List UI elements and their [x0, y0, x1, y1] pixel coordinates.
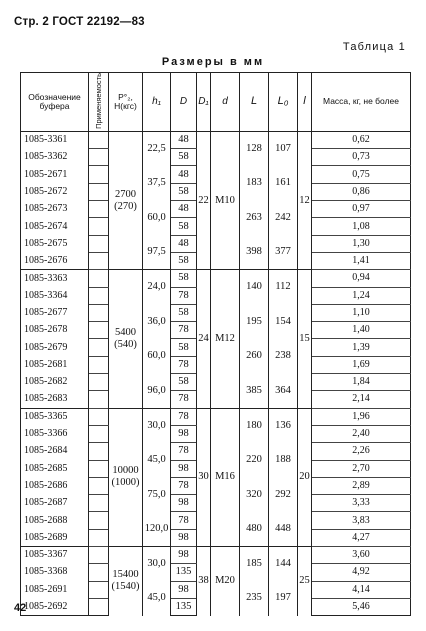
buffer-designation: 1085-2688 [21, 512, 89, 529]
mass-cell: 3,60 [312, 547, 411, 564]
L0-cell: 197 [269, 581, 298, 616]
L0-cell: 144 [269, 547, 298, 582]
mass-cell: 2,89 [312, 477, 411, 494]
D-cell: 98 [171, 581, 197, 598]
L-cell: 180 [240, 408, 269, 443]
mass-cell: 4,14 [312, 581, 411, 598]
table-row [21, 408, 411, 425]
D-cell: 58 [171, 339, 197, 356]
mass-cell: 1,39 [312, 339, 411, 356]
col-header-name: Обозначение буфера [21, 73, 89, 132]
mass-cell: 1,69 [312, 356, 411, 373]
L0-cell: 154 [269, 304, 298, 339]
D-cell: 78 [171, 287, 197, 304]
applicability-cell [89, 408, 109, 425]
buffer-dimensions-table [20, 72, 411, 616]
buffer-designation: 1085-2692 [21, 598, 89, 615]
L-cell: 320 [240, 477, 269, 512]
page-number: 42 [14, 602, 27, 614]
D-cell: 58 [171, 218, 197, 235]
col-header-mass: Масса, кг, не более [312, 73, 411, 132]
D-cell: 78 [171, 356, 197, 373]
h1-cell: 30,0 [143, 547, 171, 582]
mass-cell: 0,62 [312, 131, 411, 148]
D-cell: 98 [171, 460, 197, 477]
col-header-D: D [171, 73, 197, 132]
col-header-D1: D₁ [197, 73, 211, 132]
L0-cell: 188 [269, 443, 298, 478]
applicability-cell [89, 339, 109, 356]
buffer-designation: 1085-3365 [21, 408, 89, 425]
L0-cell: 112 [269, 270, 298, 305]
D-cell: 48 [171, 235, 197, 252]
applicability-cell [89, 460, 109, 477]
l-cell: 15 [298, 270, 312, 408]
mass-cell: 2,26 [312, 443, 411, 460]
l-cell: 12 [298, 131, 312, 269]
col-header-h1: h₁ [143, 73, 171, 132]
L-cell: 480 [240, 512, 269, 547]
mass-cell: 0,94 [312, 270, 411, 287]
D-cell: 58 [171, 304, 197, 321]
h1-cell: 45,0 [143, 581, 171, 616]
L0-cell: 242 [269, 201, 298, 236]
col-header-d: d [211, 73, 240, 132]
applicability-cell [89, 131, 109, 148]
applicability-cell [89, 235, 109, 252]
L-cell: 183 [240, 166, 269, 201]
applicability-cell [89, 547, 109, 564]
mass-cell: 1,30 [312, 235, 411, 252]
thread-cell: M20 [211, 547, 240, 616]
L-cell: 140 [240, 270, 269, 305]
buffer-designation: 1085-2684 [21, 443, 89, 460]
applicability-cell [89, 512, 109, 529]
buffer-designation: 1085-3363 [21, 270, 89, 287]
buffer-designation: 1085-2671 [21, 166, 89, 183]
D-cell: 58 [171, 149, 197, 166]
h1-cell: 96,0 [143, 374, 171, 409]
mass-cell: 3,33 [312, 495, 411, 512]
thread-cell: M12 [211, 270, 240, 408]
table-row [21, 131, 411, 148]
mass-cell: 1,08 [312, 218, 411, 235]
L0-cell: 238 [269, 339, 298, 374]
h1-cell: 37,5 [143, 166, 171, 201]
D-cell: 78 [171, 443, 197, 460]
applicability-cell [89, 304, 109, 321]
mass-cell: 0,86 [312, 183, 411, 200]
applicability-cell [89, 374, 109, 391]
D-cell: 58 [171, 374, 197, 391]
buffer-designation: 1085-3368 [21, 564, 89, 581]
D-cell: 58 [171, 252, 197, 269]
units-caption: Размеры в мм [161, 56, 265, 68]
applicability-cell [89, 270, 109, 287]
mass-cell: 1,10 [312, 304, 411, 321]
l-cell: 25 [298, 547, 312, 616]
applicability-cell [89, 287, 109, 304]
D-cell: 78 [171, 391, 197, 408]
col-header-applicability: Применяемость [89, 73, 109, 132]
force-cell: 2700 (270) [109, 131, 143, 269]
L0-cell: 377 [269, 235, 298, 270]
l-cell: 20 [298, 408, 312, 546]
D-cell: 48 [171, 166, 197, 183]
buffer-designation: 1085-3367 [21, 547, 89, 564]
force-cell: 5400 (540) [109, 270, 143, 408]
mass-cell: 5,46 [312, 598, 411, 615]
table-row [21, 270, 411, 287]
applicability-cell [89, 201, 109, 218]
h1-cell: 97,5 [143, 235, 171, 270]
buffer-designation: 1085-2681 [21, 356, 89, 373]
D-cell: 135 [171, 564, 197, 581]
L-cell: 398 [240, 235, 269, 270]
mass-cell: 0,97 [312, 201, 411, 218]
applicability-cell [89, 166, 109, 183]
page-header: Стр. 2 ГОСТ 22192—83 [14, 16, 145, 28]
h1-cell: 30,0 [143, 408, 171, 443]
D-cell: 78 [171, 477, 197, 494]
force-cell: 10000 (1000) [109, 408, 143, 546]
buffer-designation: 1085-3366 [21, 425, 89, 442]
L0-cell: 364 [269, 374, 298, 409]
buffer-designation: 1085-2673 [21, 201, 89, 218]
thread-cell: M16 [211, 408, 240, 546]
L-cell: 195 [240, 304, 269, 339]
col-header-L: L [240, 73, 269, 132]
applicability-cell [89, 252, 109, 269]
mass-cell: 1,84 [312, 374, 411, 391]
applicability-cell [89, 149, 109, 166]
buffer-designation: 1085-2676 [21, 252, 89, 269]
mass-cell: 2,70 [312, 460, 411, 477]
mass-cell: 0,73 [312, 149, 411, 166]
buffer-designation: 1085-3361 [21, 131, 89, 148]
L0-cell: 161 [269, 166, 298, 201]
L-cell: 263 [240, 201, 269, 236]
D1-cell: 24 [197, 270, 211, 408]
mass-cell: 1,41 [312, 252, 411, 269]
applicability-cell [89, 477, 109, 494]
L-cell: 185 [240, 547, 269, 582]
applicability-cell [89, 425, 109, 442]
D-cell: 78 [171, 512, 197, 529]
table-row [21, 547, 411, 564]
h1-cell: 60,0 [143, 339, 171, 374]
D-cell: 98 [171, 547, 197, 564]
applicability-cell [89, 183, 109, 200]
applicability-cell [89, 598, 109, 615]
col-header-L0: L₀ [269, 73, 298, 132]
buffer-designation: 1085-2679 [21, 339, 89, 356]
D-cell: 48 [171, 131, 197, 148]
applicability-cell [89, 443, 109, 460]
h1-cell: 120,0 [143, 512, 171, 547]
D-cell: 135 [171, 598, 197, 615]
mass-cell: 4,92 [312, 564, 411, 581]
col-header-force: P°₂, Н(кгс) [109, 73, 143, 132]
h1-cell: 45,0 [143, 443, 171, 478]
D-cell: 98 [171, 529, 197, 546]
applicability-cell [89, 322, 109, 339]
mass-cell: 3,83 [312, 512, 411, 529]
L-cell: 128 [240, 131, 269, 166]
applicability-cell [89, 495, 109, 512]
mass-cell: 0,75 [312, 166, 411, 183]
L0-cell: 107 [269, 131, 298, 166]
mass-cell: 4,27 [312, 529, 411, 546]
D-cell: 98 [171, 495, 197, 512]
D-cell: 98 [171, 425, 197, 442]
L-cell: 220 [240, 443, 269, 478]
L-cell: 260 [240, 339, 269, 374]
applicability-cell [89, 581, 109, 598]
buffer-designation: 1085-2683 [21, 391, 89, 408]
applicability-cell [89, 391, 109, 408]
force-cell: 15400 (1540) [109, 547, 143, 616]
L0-cell: 448 [269, 512, 298, 547]
buffer-designation: 1085-2677 [21, 304, 89, 321]
applicability-cell [89, 218, 109, 235]
buffer-designation: 1085-2685 [21, 460, 89, 477]
D-cell: 48 [171, 201, 197, 218]
buffer-designation: 1085-2689 [21, 529, 89, 546]
applicability-cell [89, 564, 109, 581]
L0-cell: 136 [269, 408, 298, 443]
buffer-designation: 1085-2674 [21, 218, 89, 235]
mass-cell: 1,96 [312, 408, 411, 425]
buffer-designation: 1085-2675 [21, 235, 89, 252]
buffer-designation: 1085-2686 [21, 477, 89, 494]
D-cell: 78 [171, 322, 197, 339]
table-label: Таблица 1 [342, 41, 406, 53]
buffer-designation: 1085-2687 [21, 495, 89, 512]
col-header-l: l [298, 73, 312, 132]
D1-cell: 30 [197, 408, 211, 546]
L0-cell: 292 [269, 477, 298, 512]
h1-cell: 75,0 [143, 477, 171, 512]
h1-cell: 22,5 [143, 131, 171, 166]
mass-cell: 2,14 [312, 391, 411, 408]
h1-cell: 60,0 [143, 201, 171, 236]
buffer-designation: 1085-3364 [21, 287, 89, 304]
applicability-cell [89, 356, 109, 373]
D-cell: 58 [171, 183, 197, 200]
D-cell: 78 [171, 408, 197, 425]
D1-cell: 38 [197, 547, 211, 616]
buffer-designation: 1085-3362 [21, 149, 89, 166]
buffer-designation: 1085-2678 [21, 322, 89, 339]
L-cell: 385 [240, 374, 269, 409]
mass-cell: 1,40 [312, 322, 411, 339]
applicability-cell [89, 529, 109, 546]
D1-cell: 22 [197, 131, 211, 269]
mass-cell: 1,24 [312, 287, 411, 304]
thread-cell: M10 [211, 131, 240, 269]
buffer-designation: 1085-2691 [21, 581, 89, 598]
L-cell: 235 [240, 581, 269, 616]
buffer-designation: 1085-2672 [21, 183, 89, 200]
D-cell: 58 [171, 270, 197, 287]
h1-cell: 36,0 [143, 304, 171, 339]
mass-cell: 2,40 [312, 425, 411, 442]
buffer-designation: 1085-2682 [21, 374, 89, 391]
h1-cell: 24,0 [143, 270, 171, 305]
table-header-row [21, 73, 411, 132]
